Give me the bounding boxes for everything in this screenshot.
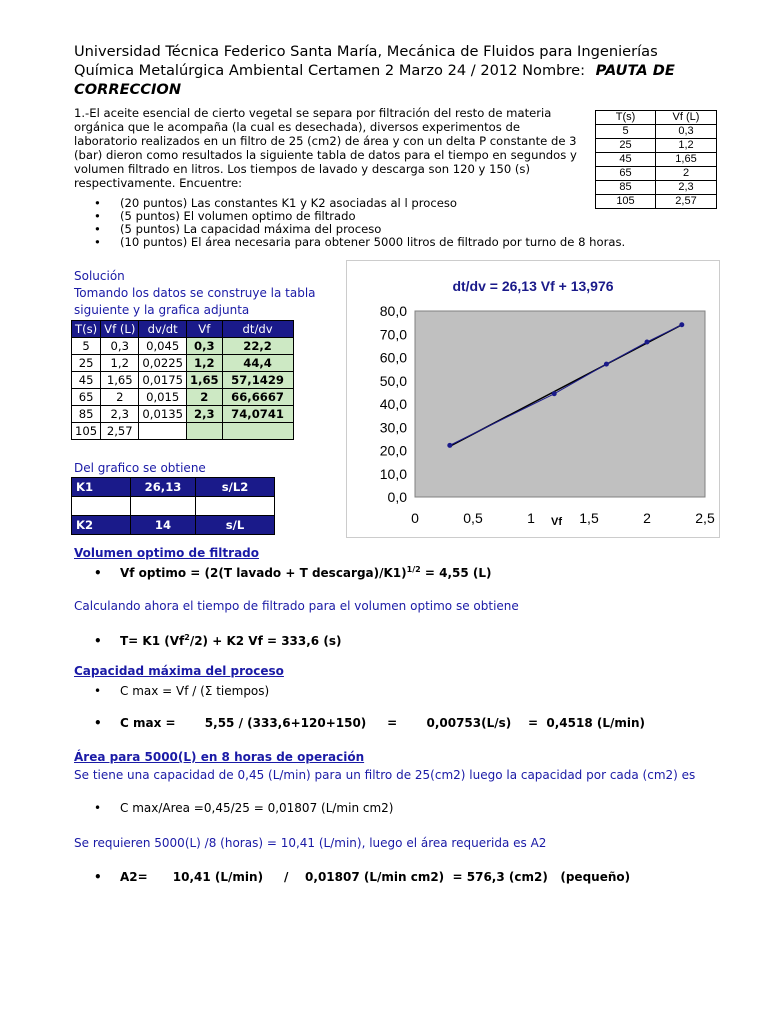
bullet-dot: • (94, 801, 102, 815)
table-cell (131, 497, 196, 516)
table-cell: 1,65 (186, 372, 222, 389)
table-cell: 0,015 (139, 389, 187, 406)
formula-a2 (94, 870, 630, 884)
table-cell: 45 (72, 372, 101, 389)
table-row (72, 389, 294, 406)
formula-area (94, 801, 393, 815)
x-tick-label: 2,5 (695, 510, 715, 526)
table-cell: K2 (72, 516, 131, 535)
table-cell: 1,2 (656, 139, 717, 153)
table-cell: 2,3 (101, 406, 139, 423)
formula-text: A2= 10,41 (L/min) / 0,01807 (L/min cm2) = 576,3 (cm2) (pequeño) (120, 870, 631, 884)
table-cell: 85 (72, 406, 101, 423)
x-tick-label: 1 (527, 510, 535, 526)
table-cell (196, 497, 275, 516)
formula-text: /2) + K2 Vf = 333,6 (s) (189, 634, 342, 648)
table-cell: 1,2 (101, 355, 139, 372)
table-cell: 0,045 (139, 338, 187, 355)
constants-table (71, 477, 275, 535)
table-cell: 66,6667 (222, 389, 293, 406)
chart-svg (347, 261, 719, 537)
formula-exponent: 1/2 (406, 565, 421, 574)
y-tick-label: 20,0 (379, 442, 407, 459)
section-title-capacity: Capacidad máxima del proceso (74, 664, 284, 678)
table-row (596, 181, 717, 195)
y-tick-label: 0,0 (387, 489, 407, 505)
formula-capacity (94, 684, 269, 698)
header-course: Química Metalúrgica Ambiental Certamen 2 Marzo 24 / 2012 Nombre: (74, 62, 586, 79)
table-cell: 14 (131, 516, 196, 535)
required-text: Se requieren 5000(L) /8 (horas) = 10,41 (L/min), luego el área requerida es A2 (74, 836, 547, 850)
table-cell: 65 (72, 389, 101, 406)
formula-exponent: 2 (184, 633, 190, 642)
solution-intro-2: siguiente y la grafica adjunta (74, 303, 250, 317)
table-cell: 2,57 (656, 195, 717, 209)
table-cell: 0,0135 (139, 406, 187, 423)
table-cell: 0,3 (656, 125, 717, 139)
bullet-text: (10 puntos) El área necesaria para obtener 5000 litros de filtrado por turno de 8 horas. (120, 235, 626, 249)
bullet-dot: • (94, 209, 101, 223)
table-cell: 2 (656, 167, 717, 181)
y-tick-label: 10,0 (379, 465, 407, 482)
data-point (447, 443, 452, 448)
table-row (596, 153, 717, 167)
x-tick-label: 1,5 (579, 510, 599, 526)
y-tick-label: 80,0 (379, 303, 407, 319)
table-cell: 85 (596, 181, 656, 195)
chart-title: dt/dv = 26,13 Vf + 13,976 (452, 278, 614, 294)
table-cell: 26,13 (131, 478, 196, 497)
header-pauta: PAUTA DE (595, 62, 675, 79)
formula-time (94, 633, 341, 648)
formula-result: = 4,55 (L) (424, 566, 492, 580)
bullet-dot: • (94, 235, 101, 249)
table-cell: 25 (72, 355, 101, 372)
table-header: dt/dv (222, 321, 293, 338)
solution-table (71, 320, 294, 440)
table-cell: 0,0175 (139, 372, 187, 389)
table-row (72, 338, 294, 355)
problem-statement: 1.-El aceite esencial de cierto vegetal se separa por filtración del resto de materia orgánica que le acompaña (la cual es desechada), diversos experimentos de laboratorio realizados en un filtro de 25 (cm2) de área y con un delta P constante de 3 (bar) dieron como resultados la siguiente tabla de datos para el tiempo en segundos y volumen filtrado en litros. Los tiempos de lavado y descarga son 120 y 150 (s) respectivamente. Encuentre: (74, 106, 577, 190)
table-cell: 2,3 (186, 406, 222, 423)
table-row (596, 195, 717, 209)
table-cell (72, 497, 131, 516)
table-row (72, 478, 275, 497)
table-cell: 1,65 (656, 153, 717, 167)
area-text: Se tiene una capacidad de 0,45 (L/min) para un filtro de 25(cm2) luego la capacidad por cada (cm2) es (74, 768, 696, 782)
table-header: dv/dt (139, 321, 187, 338)
table-header: Vf (L) (656, 111, 717, 125)
bullet-dot: • (94, 684, 102, 698)
bullet-dot: • (94, 870, 102, 884)
table-row (596, 125, 717, 139)
table-cell: 0,3 (101, 338, 139, 355)
data-point (645, 339, 650, 344)
table-cell: 2,57 (101, 423, 139, 440)
section-title-area: Área para 5000(L) en 8 horas de operación (74, 750, 365, 764)
table-cell: 2,3 (656, 181, 717, 195)
table-row (72, 516, 275, 535)
bullet-dot: • (94, 222, 101, 236)
table-cell: 105 (596, 195, 656, 209)
table-cell: 44,4 (222, 355, 293, 372)
y-tick-label: 70,0 (379, 326, 407, 343)
bullet-dot: • (94, 196, 101, 210)
table-cell: 74,0741 (222, 406, 293, 423)
table-cell (186, 423, 222, 440)
formula-text: C max = 5,55 / (333,6+120+150) = 0,00753(L/s) = 0,4518 (L/min) (120, 716, 646, 730)
x-axis-label: Vf (551, 516, 563, 528)
header-line-2 (74, 61, 675, 80)
table-cell: 105 (72, 423, 101, 440)
table-cell: 1,2 (186, 355, 222, 372)
header-correccion: CORRECCION (74, 81, 182, 98)
chart-container (346, 260, 720, 538)
table-header: Vf (L) (101, 321, 139, 338)
formula-text: C max/Area =0,45/25 = 0,01807 (L/min cm2) (120, 801, 394, 815)
x-tick-label: 0,5 (463, 510, 483, 526)
table-cell: K1 (72, 478, 131, 497)
table-cell: 2 (186, 389, 222, 406)
formula-text: T= K1 (Vf (120, 634, 185, 648)
table-cell: 5 (72, 338, 101, 355)
table-cell: 65 (596, 167, 656, 181)
table-row (596, 167, 717, 181)
table-cell: 1,65 (101, 372, 139, 389)
bullet-dot: • (94, 634, 102, 648)
table-cell: 45 (596, 153, 656, 167)
table-cell: 57,1429 (222, 372, 293, 389)
section-title-volume: Volumen optimo de filtrado (74, 546, 260, 560)
table-row (72, 497, 275, 516)
solution-title: Solución (74, 269, 125, 283)
bullet-text: (5 puntos) La capacidad máxima del proceso (120, 222, 382, 236)
header-line-1: Universidad Técnica Federico Santa María, Mecánica de Fluidos para Ingenierías (74, 43, 658, 60)
y-tick-label: 40,0 (379, 396, 407, 412)
x-tick-label: 2 (643, 510, 651, 526)
data-table (595, 110, 717, 209)
plot-area (415, 311, 705, 497)
bullet-item (94, 236, 625, 249)
formula-text: Vf optimo = (2(T lavado + T descarga)/K1) (120, 566, 407, 580)
bullet-dot: • (94, 566, 102, 580)
table-cell: 0,0225 (139, 355, 187, 372)
data-point (604, 362, 609, 367)
table-header: T(s) (72, 321, 101, 338)
table-cell: 25 (596, 139, 656, 153)
x-tick-label: 0 (411, 510, 419, 526)
y-tick-label: 50,0 (379, 372, 407, 389)
table-row (72, 355, 294, 372)
table-cell: 22,2 (222, 338, 293, 355)
bullet-text: (20 puntos) Las constantes K1 y K2 asociadas al l proceso (120, 196, 457, 210)
formula-text: C max = Vf / (Σ tiempos) (120, 684, 270, 698)
table-cell: 2 (101, 389, 139, 406)
graph-note: Del grafico se obtiene (74, 461, 206, 475)
table-row (72, 372, 294, 389)
data-point (679, 322, 684, 327)
table-cell: 5 (596, 125, 656, 139)
table-header: T(s) (596, 111, 656, 125)
header-line-3 (74, 80, 181, 99)
table-cell (139, 423, 187, 440)
table-cell: s/L (196, 516, 275, 535)
table-cell: 0,3 (186, 338, 222, 355)
calc-text: Calculando ahora el tiempo de filtrado para el volumen optimo se obtiene (74, 599, 519, 613)
table-row (72, 406, 294, 423)
table-row (72, 423, 294, 440)
formula-capacity-result (94, 716, 645, 730)
bullet-dot: • (94, 716, 102, 730)
table-cell: s/L2 (196, 478, 275, 497)
data-point (552, 391, 557, 396)
y-tick-label: 30,0 (379, 419, 407, 436)
table-cell (222, 423, 293, 440)
bullet-text: (5 puntos) El volumen optimo de filtrado (120, 209, 356, 223)
table-header: Vf (186, 321, 222, 338)
table-row (596, 139, 717, 153)
y-tick-label: 60,0 (379, 349, 407, 366)
formula-volume (94, 565, 492, 580)
solution-intro-1: Tomando los datos se construye la tabla (74, 286, 316, 300)
